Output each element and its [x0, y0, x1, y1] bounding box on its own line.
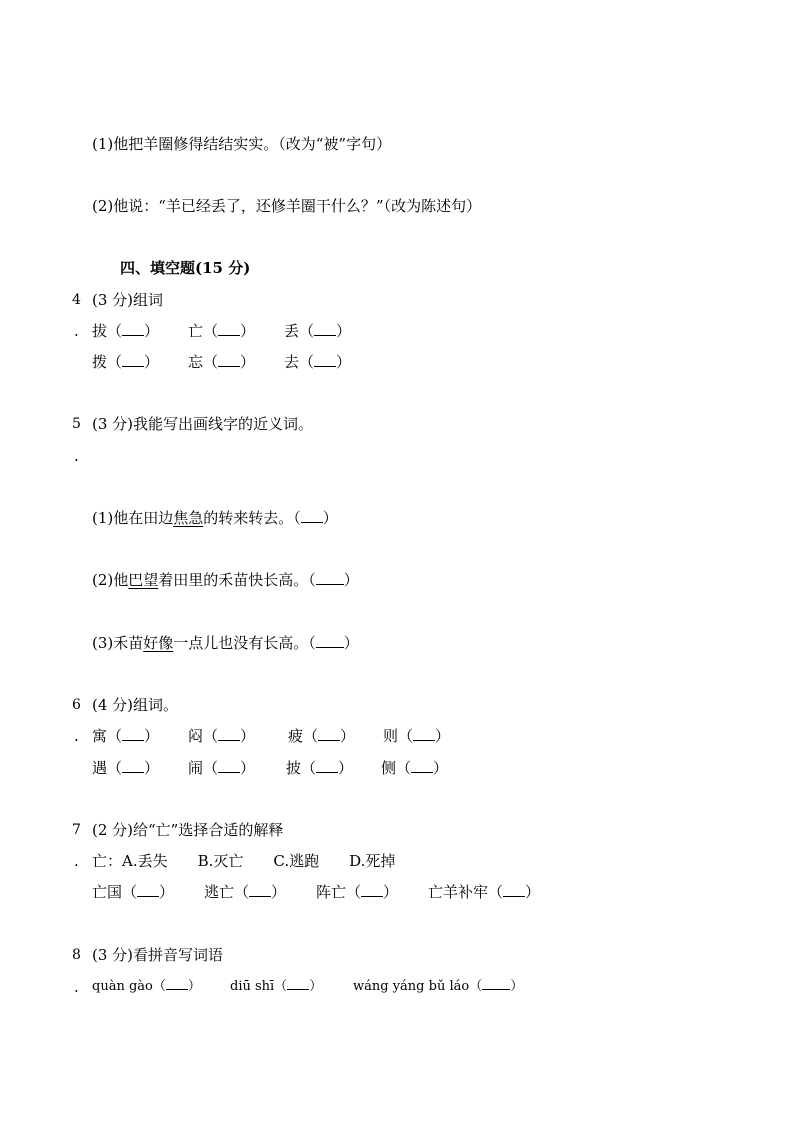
word-cell: 寓（ ）: [92, 727, 160, 745]
question-dot: .: [74, 852, 79, 870]
synonym-sentence-2: (2)他巴望着田里的禾苗快长高。（ ）: [92, 571, 359, 589]
word-cell: 疲（ ）: [288, 727, 356, 745]
question-dot: .: [74, 978, 79, 996]
pinyin-cell: diū shī（ ）: [230, 979, 323, 994]
question-prompt: (4 分)组词。: [92, 696, 179, 714]
question-number: 8: [72, 947, 81, 963]
sentence-2: (2)他说：“羊已经丢了，还修羊圈干什么？”（改为陈述句）: [92, 197, 482, 215]
word-cell: 则（ ）: [383, 727, 451, 745]
synonym-sentence-3: (3)禾苗好像一点儿也没有长高。（ ）: [92, 634, 359, 652]
question-number: 4: [72, 292, 81, 308]
question-prompt: (3 分)我能写出画线字的近义词。: [92, 415, 314, 433]
word-cell: 丢（ ）: [284, 322, 352, 340]
word-cell: 亡羊补牢（ ）: [428, 883, 541, 901]
question-number: 5: [72, 416, 81, 432]
question-dot: .: [74, 447, 79, 465]
word-cell: 侧（ ）: [381, 759, 449, 777]
section-title: 四、填空题(15 分): [120, 259, 251, 277]
question-number: 6: [72, 697, 81, 713]
sentence-1: (1)他把羊圈修得结结实实。（改为“被”字句）: [92, 135, 392, 153]
word-cell: 亡国（ ）: [92, 883, 175, 901]
synonym-sentence-1: (1)他在田边焦急的转来转去。（ ）: [92, 509, 338, 527]
word-cell: 拨（ ）: [92, 353, 160, 371]
word-cell: 逃亡（ ）: [204, 883, 287, 901]
question-number: 7: [72, 822, 81, 838]
question-prompt: (3 分)组词: [92, 291, 164, 309]
question-dot: .: [74, 322, 79, 340]
word-cell: 去（ ）: [284, 353, 352, 371]
word-cell: 拔（ ）: [92, 322, 160, 340]
question-prompt: (3 分)看拼音写词语: [92, 946, 224, 964]
question-prompt: (2 分)给“亡”选择合适的解释: [92, 821, 284, 839]
word-cell: 亡（ ）: [188, 322, 256, 340]
word-cell: 闹（ ）: [188, 759, 256, 777]
word-cell: 忘（ ）: [188, 353, 256, 371]
definition-options: 亡：A.丢失 B.灭亡 C.逃跑 D.死掉: [92, 852, 396, 870]
pinyin-cell: wáng yáng bǔ láo（ ）: [353, 979, 524, 994]
word-cell: 阵亡（ ）: [316, 883, 399, 901]
word-cell: 遇（ ）: [92, 759, 160, 777]
question-dot: .: [74, 727, 79, 745]
word-cell: 闷（ ）: [188, 727, 256, 745]
pinyin-cell: quàn gào（ ）: [92, 979, 201, 994]
word-cell: 披（ ）: [286, 759, 354, 777]
